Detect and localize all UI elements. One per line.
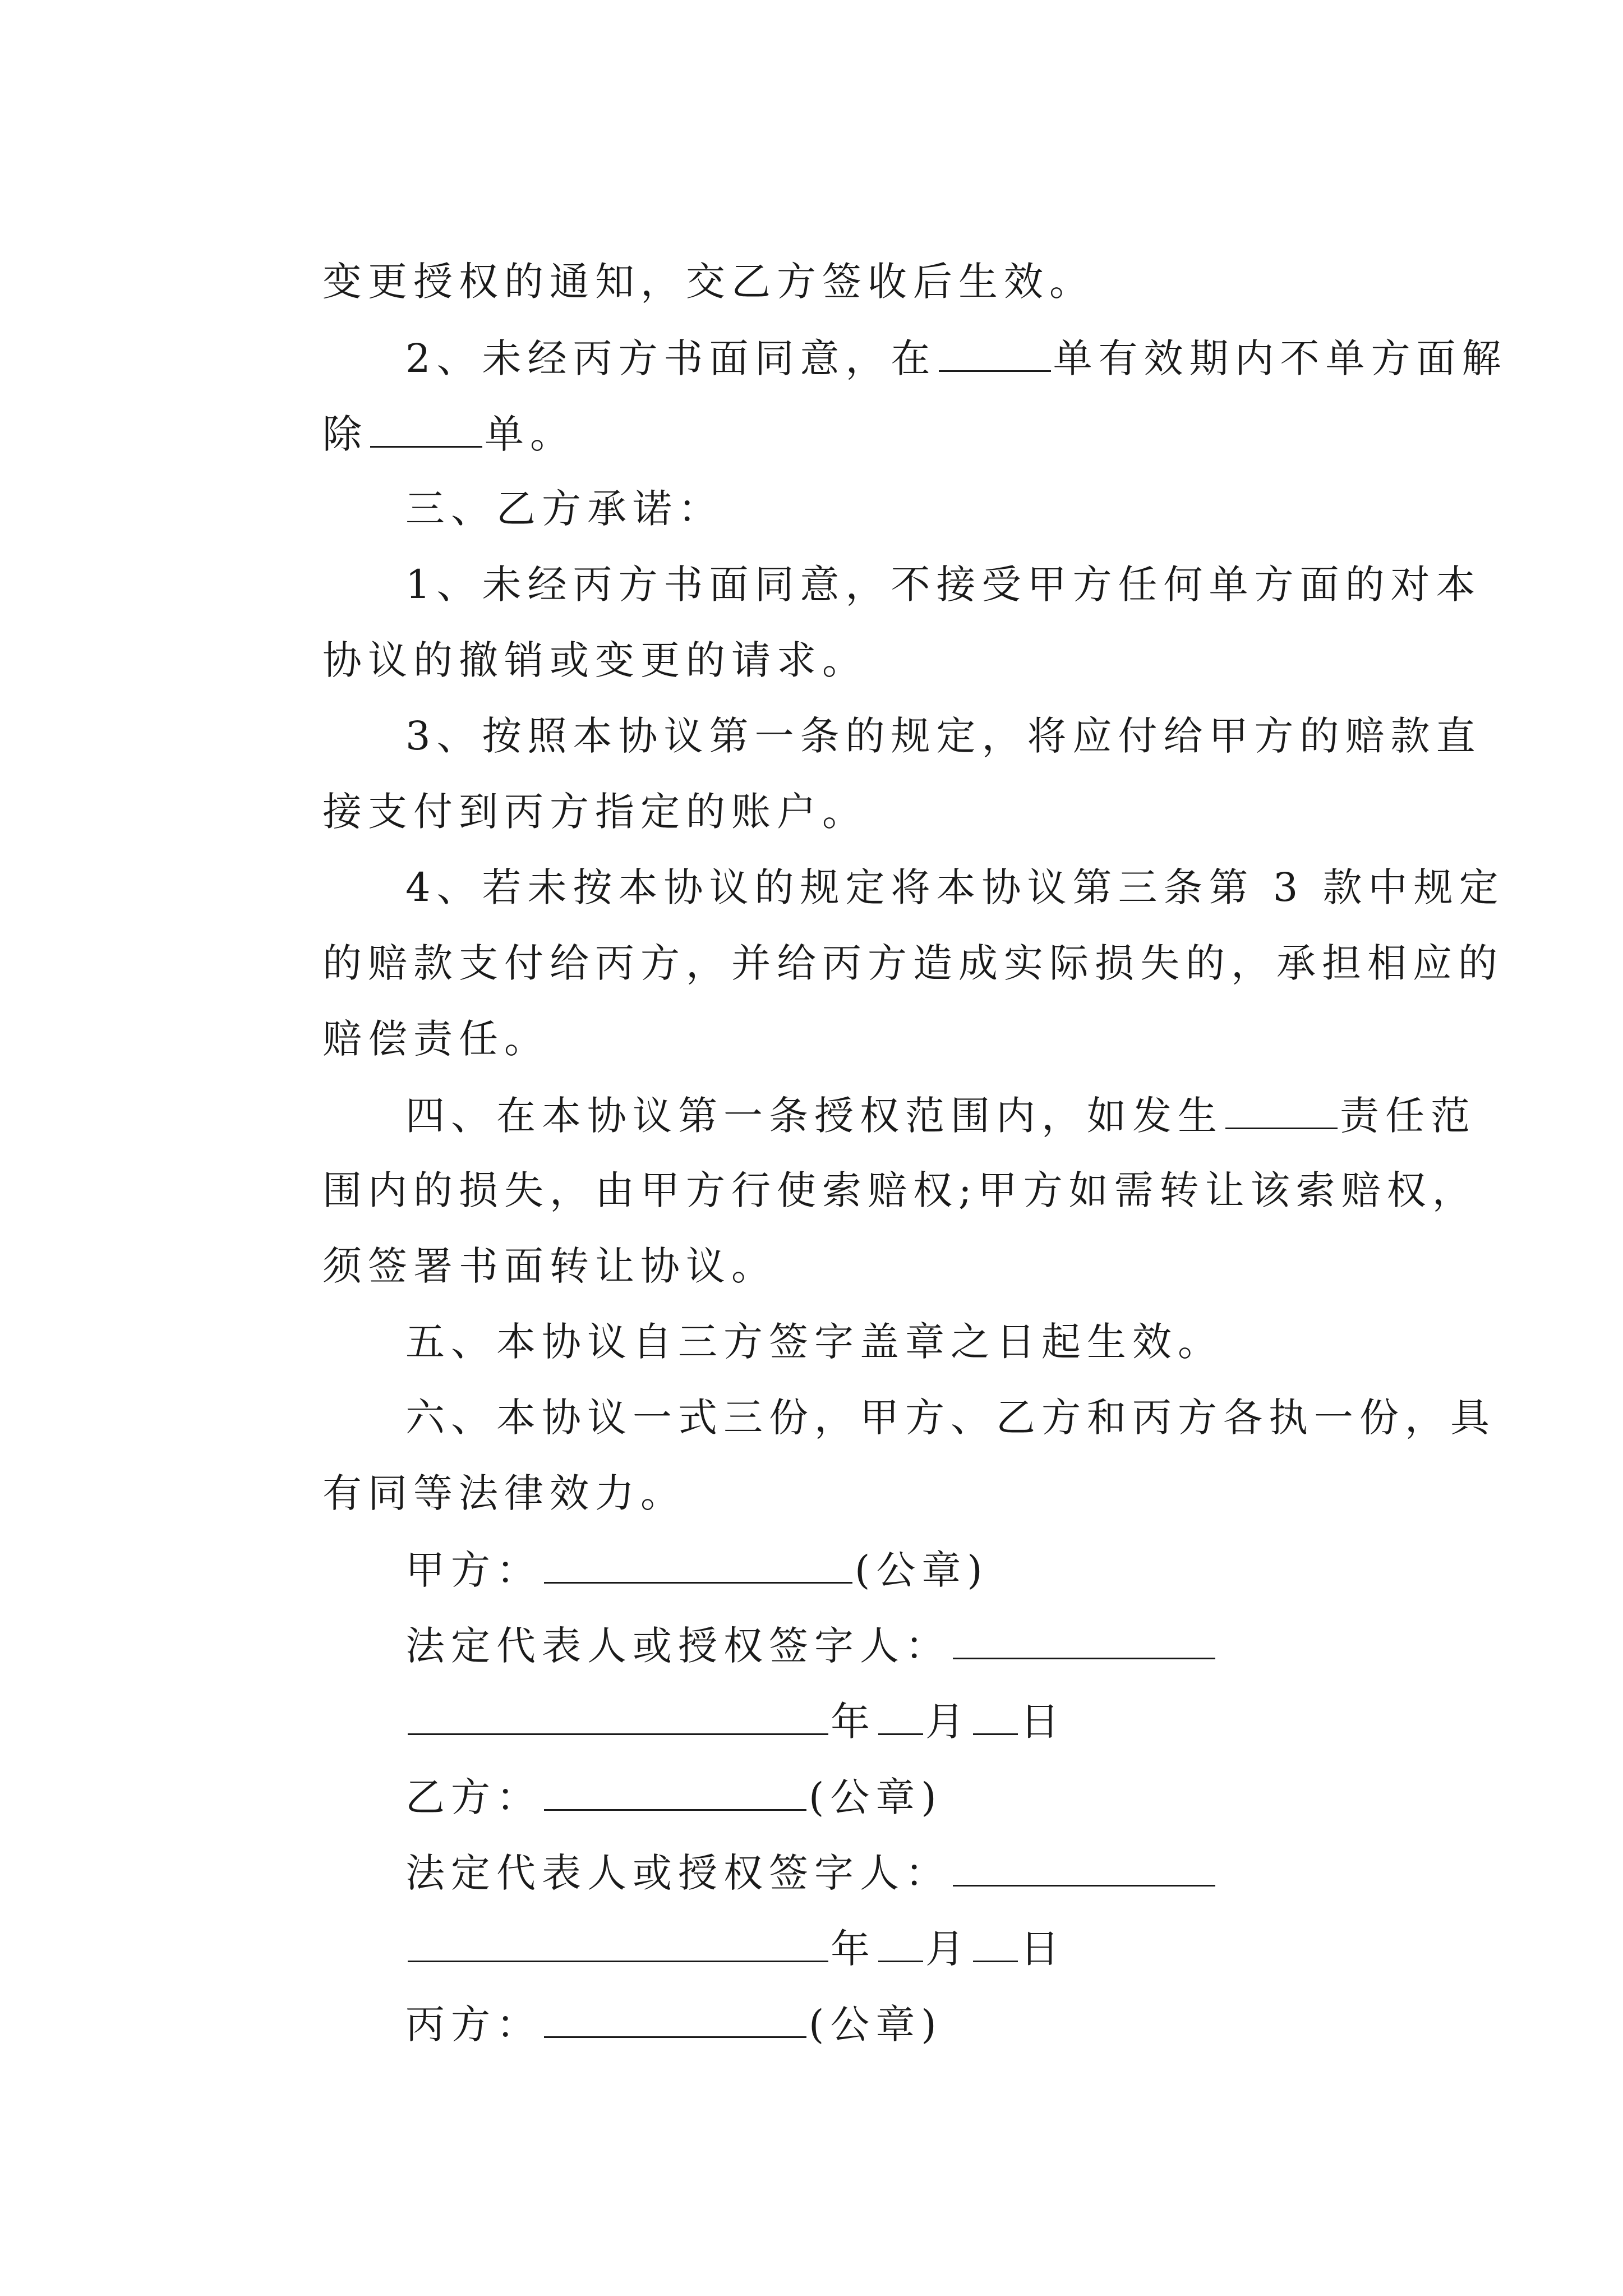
text: 变更授权的通知，交乙方签收后生效。 — [322, 259, 1095, 305]
text: 的赔款支付给丙方，并给丙方造成实际损失的，承担相应的 — [322, 940, 1504, 986]
text: 须签署书面转让协议。 — [322, 1243, 777, 1289]
party-c-line — [331, 1964, 943, 2083]
day-label: 日 — [1020, 1699, 1066, 1745]
text: 单。 — [485, 411, 576, 457]
month-blank — [878, 1701, 923, 1735]
fill-blank — [370, 413, 482, 448]
text: 六、本协议一式三份，甲方、乙方和丙方各执一份，具 — [405, 1395, 1496, 1441]
text: 除 — [322, 411, 368, 457]
text: 1、未经丙方书面同意，不接受甲方任何单方面的对本 — [405, 562, 1482, 608]
rep-blank — [953, 1625, 1215, 1659]
text: 3、按照本协议第一条的规定，将应付给甲方的赔款直 — [405, 713, 1482, 759]
day-blank — [973, 1928, 1018, 1962]
fill-blank — [1225, 1095, 1338, 1129]
date-blank — [408, 1701, 828, 1735]
text: 单有效期内不单方面解 — [1053, 335, 1507, 381]
fill-blank — [939, 338, 1051, 372]
month-label: 月 — [925, 1926, 971, 1972]
text: 2、未经丙方书面同意，在 — [405, 335, 937, 381]
text: 五、本协议自三方签字盖章之日起生效。 — [405, 1319, 1224, 1365]
party-a-label: 甲方： — [405, 1547, 542, 1593]
party-c-blank — [544, 2004, 806, 2038]
text: 四、在本协议第一条授权范围内，如发生 — [405, 1093, 1224, 1139]
rep-blank — [953, 1852, 1215, 1887]
rep-label: 法定代表人或授权签字人： — [405, 1850, 951, 1896]
text: 三、乙方承诺： — [405, 486, 724, 532]
date-blank — [408, 1928, 828, 1962]
text: 接支付到丙方指定的账户。 — [322, 789, 868, 835]
year-label: 年 — [831, 1699, 877, 1745]
party-c-label: 丙方： — [405, 2001, 542, 2047]
day-blank — [973, 1701, 1018, 1735]
party-a-blank — [544, 1549, 852, 1584]
text: 责任范 — [1340, 1093, 1477, 1139]
text: 围内的损失，由甲方行使索赔权;甲方如需转让该索赔权， — [322, 1167, 1478, 1213]
rep-label: 法定代表人或授权签字人： — [405, 1623, 951, 1669]
party-b-label: 乙方： — [405, 1774, 542, 1820]
text: 协议的撤销或变更的请求。 — [322, 637, 868, 683]
text: 4、若未按本协议的规定将本协议第三条第 3 款中规定 — [405, 864, 1505, 910]
seal-label: (公章) — [855, 1547, 989, 1593]
text: 有同等法律效力。 — [322, 1470, 686, 1516]
month-label: 月 — [925, 1699, 971, 1745]
day-label: 日 — [1020, 1926, 1066, 1972]
party-b-blank — [544, 1777, 806, 1811]
seal-label: (公章) — [809, 2001, 943, 2047]
text: 赔偿责任。 — [322, 1016, 550, 1062]
year-label: 年 — [831, 1926, 877, 1972]
seal-label: (公章) — [809, 1774, 943, 1820]
month-blank — [878, 1928, 923, 1962]
